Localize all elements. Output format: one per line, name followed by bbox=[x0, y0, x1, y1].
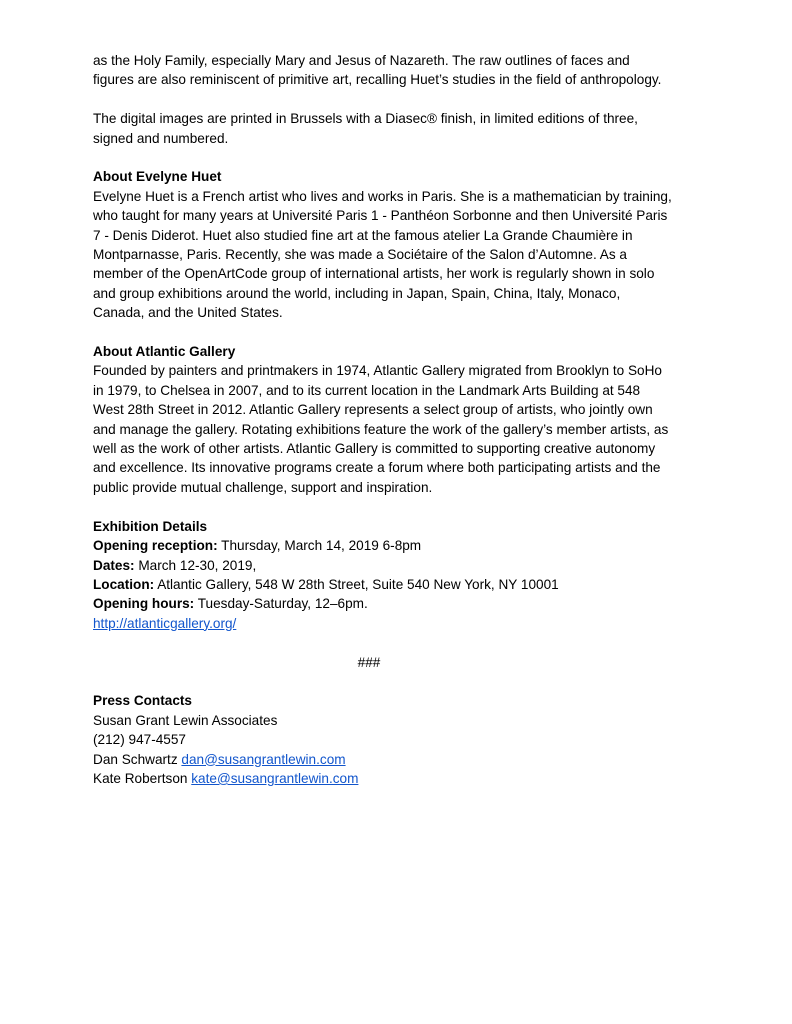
press-contact-dan bbox=[93, 750, 713, 769]
gallery-description-paragraph: Founded by painters and printmakers in 1974, Atlantic Gallery migrated from Brooklyn to SoHo in 1979, to Chelsea in 2007, and to its current location in the Landmark Arts Building at 548 West 28th Street in 2012. Atlantic Gallery represents a select group of artists, who jointly own and manage the gallery. Rotating exhibitions feature the work of the gallery’s member artists, as well as the work of other artists. Atlantic Gallery is committed to supporting creative autonomy and excellence. Its innovative programs create a forum where both participating artists and the public provide mutual challenge, support and inspiration. bbox=[93, 363, 669, 495]
location-label: Location: bbox=[93, 576, 155, 592]
intro-paragraph: as the Holy Family, especially Mary and Jesus of Nazareth. The raw outlines of faces and figures are also reminiscent of primitive art, recalling Huet’s studies in the field of anthropology. bbox=[93, 53, 662, 88]
press-contact-kate bbox=[93, 769, 713, 788]
contact-name: Dan Schwartz bbox=[93, 751, 182, 767]
dates-line bbox=[93, 556, 713, 575]
spacer bbox=[93, 90, 713, 109]
opening-hours-line bbox=[93, 594, 713, 613]
exhibition-section-heading: Exhibition Details bbox=[93, 518, 208, 534]
opening-hours-value: Tuesday-Saturday, 12–6pm. bbox=[194, 596, 368, 612]
dates-label: Dates: bbox=[93, 557, 135, 573]
document-page bbox=[93, 51, 713, 788]
print-details-paragraph: The digital images are printed in Brussels with a Diasec® finish, in limited editions of three, signed and numbered. bbox=[93, 111, 638, 146]
artist-section-heading: About Evelyne Huet bbox=[93, 169, 222, 185]
location-value: Atlantic Gallery, 548 W 28th Street, Suite 540 New York, NY 10001 bbox=[154, 576, 559, 592]
section-separator: ### bbox=[357, 654, 381, 670]
contact-email-link[interactable]: kate@susangrantlewin.com bbox=[191, 770, 359, 786]
website-line bbox=[93, 614, 713, 633]
opening-reception-line bbox=[93, 536, 713, 555]
gallery-section-heading: About Atlantic Gallery bbox=[93, 344, 236, 360]
location-line bbox=[93, 575, 713, 594]
dates-value: March 12-30, 2019, bbox=[134, 557, 257, 573]
artist-bio-paragraph: Evelyne Huet is a French artist who lives and works in Paris. She is a mathematician by training, who taught for many years at Université Paris 1 - Panthéon Sorbonne and then Université Paris 7 - Denis Diderot. Huet also studied fine art at the famous atelier La Grande Chaumière in Montparnasse, Paris. Recently, she was made a Sociétaire of the Salon d’Automne. As a member of the OpenArtCode group of international artists, her work is regularly shown in solo and group exhibitions around the world, including in Japan, Spain, China, Italy, Monaco, Canada, and the United States. bbox=[93, 188, 672, 321]
gallery-website-link[interactable]: http://atlanticgallery.org/ bbox=[93, 615, 237, 631]
spacer bbox=[93, 323, 713, 342]
spacer bbox=[93, 633, 713, 652]
spacer bbox=[93, 497, 713, 516]
press-phone: (212) 947-4557 bbox=[93, 732, 186, 748]
press-agency-name: Susan Grant Lewin Associates bbox=[93, 712, 278, 728]
opening-hours-label: Opening hours: bbox=[93, 596, 195, 612]
opening-reception-value: Thursday, March 14, 2019 6-8pm bbox=[217, 538, 422, 554]
contact-name: Kate Robertson bbox=[93, 770, 192, 786]
spacer bbox=[93, 672, 713, 691]
spacer bbox=[93, 148, 713, 167]
contact-email-link[interactable]: dan@susangrantlewin.com bbox=[181, 751, 346, 767]
opening-reception-label: Opening reception: bbox=[93, 538, 218, 554]
press-section-heading: Press Contacts bbox=[93, 693, 192, 709]
